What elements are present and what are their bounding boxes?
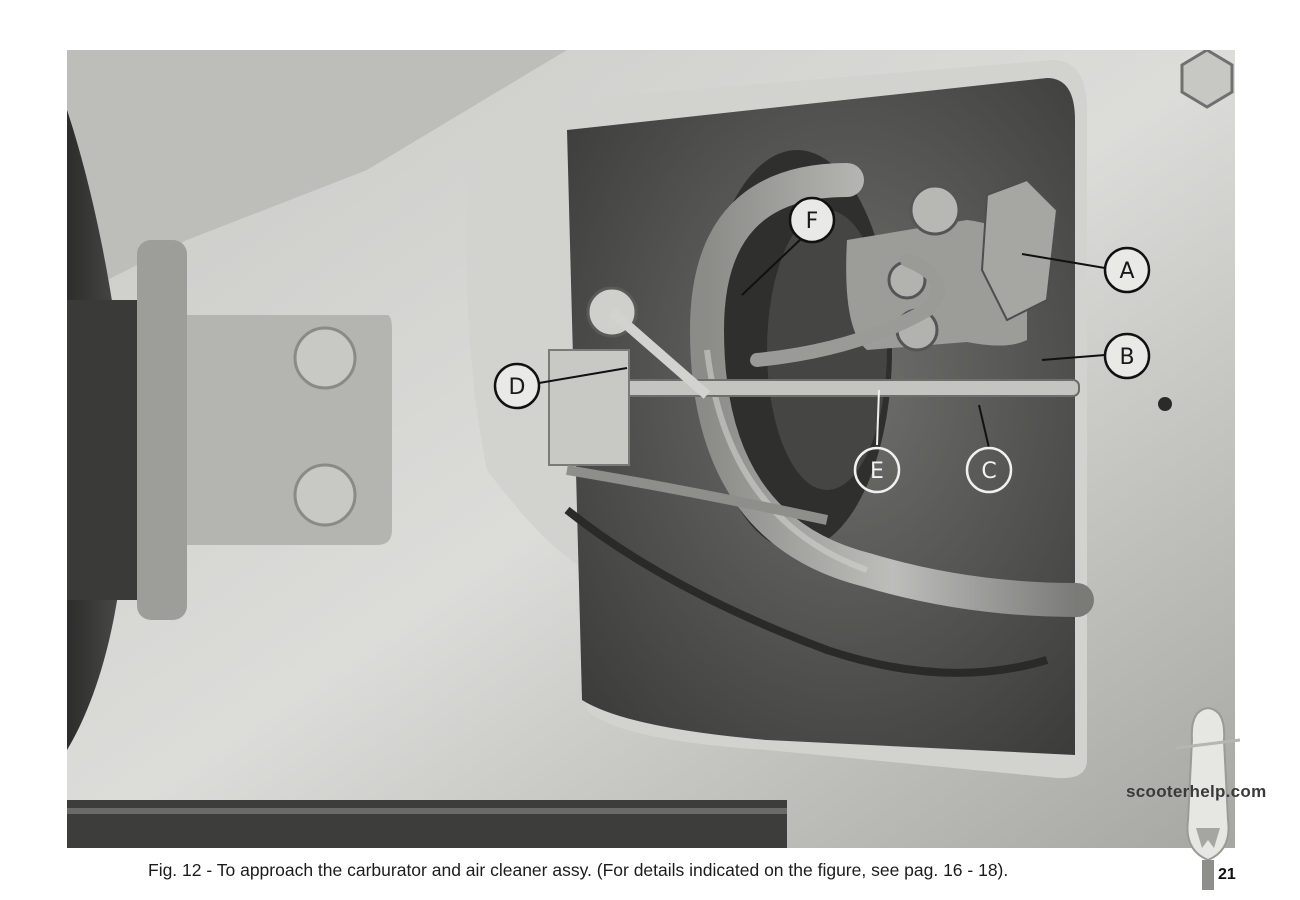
floor-rail	[67, 800, 787, 848]
steering-tube	[137, 240, 187, 620]
callout-A	[1105, 248, 1149, 292]
mount-bolt-upper	[295, 328, 355, 388]
mount-bolt-lower	[295, 465, 355, 525]
callout-F	[790, 198, 834, 242]
svg-text:D: D	[508, 375, 526, 400]
control-rod	[552, 380, 1079, 396]
mount-bracket	[187, 315, 392, 545]
svg-text:A: A	[1119, 259, 1135, 284]
page-number: 21	[1218, 866, 1236, 883]
svg-text:F: F	[805, 209, 819, 234]
svg-text:B: B	[1119, 345, 1135, 370]
svg-text:C: C	[981, 459, 997, 484]
svg-text:E: E	[870, 459, 884, 484]
body-hole	[1158, 397, 1172, 411]
callout-D	[495, 364, 539, 408]
carb-bolt-top	[911, 186, 959, 234]
figure-caption: Fig. 12 - To approach the carburator and air cleaner assy. (For details indicated on the figure, see pag. 16 - 18).	[148, 860, 1009, 880]
floor-rail-highlight	[67, 808, 787, 814]
watermark: scooterhelp.com	[1126, 782, 1267, 801]
callout-B	[1105, 334, 1149, 378]
rod-bracket	[549, 350, 629, 465]
carburetor-photo	[67, 50, 1235, 848]
